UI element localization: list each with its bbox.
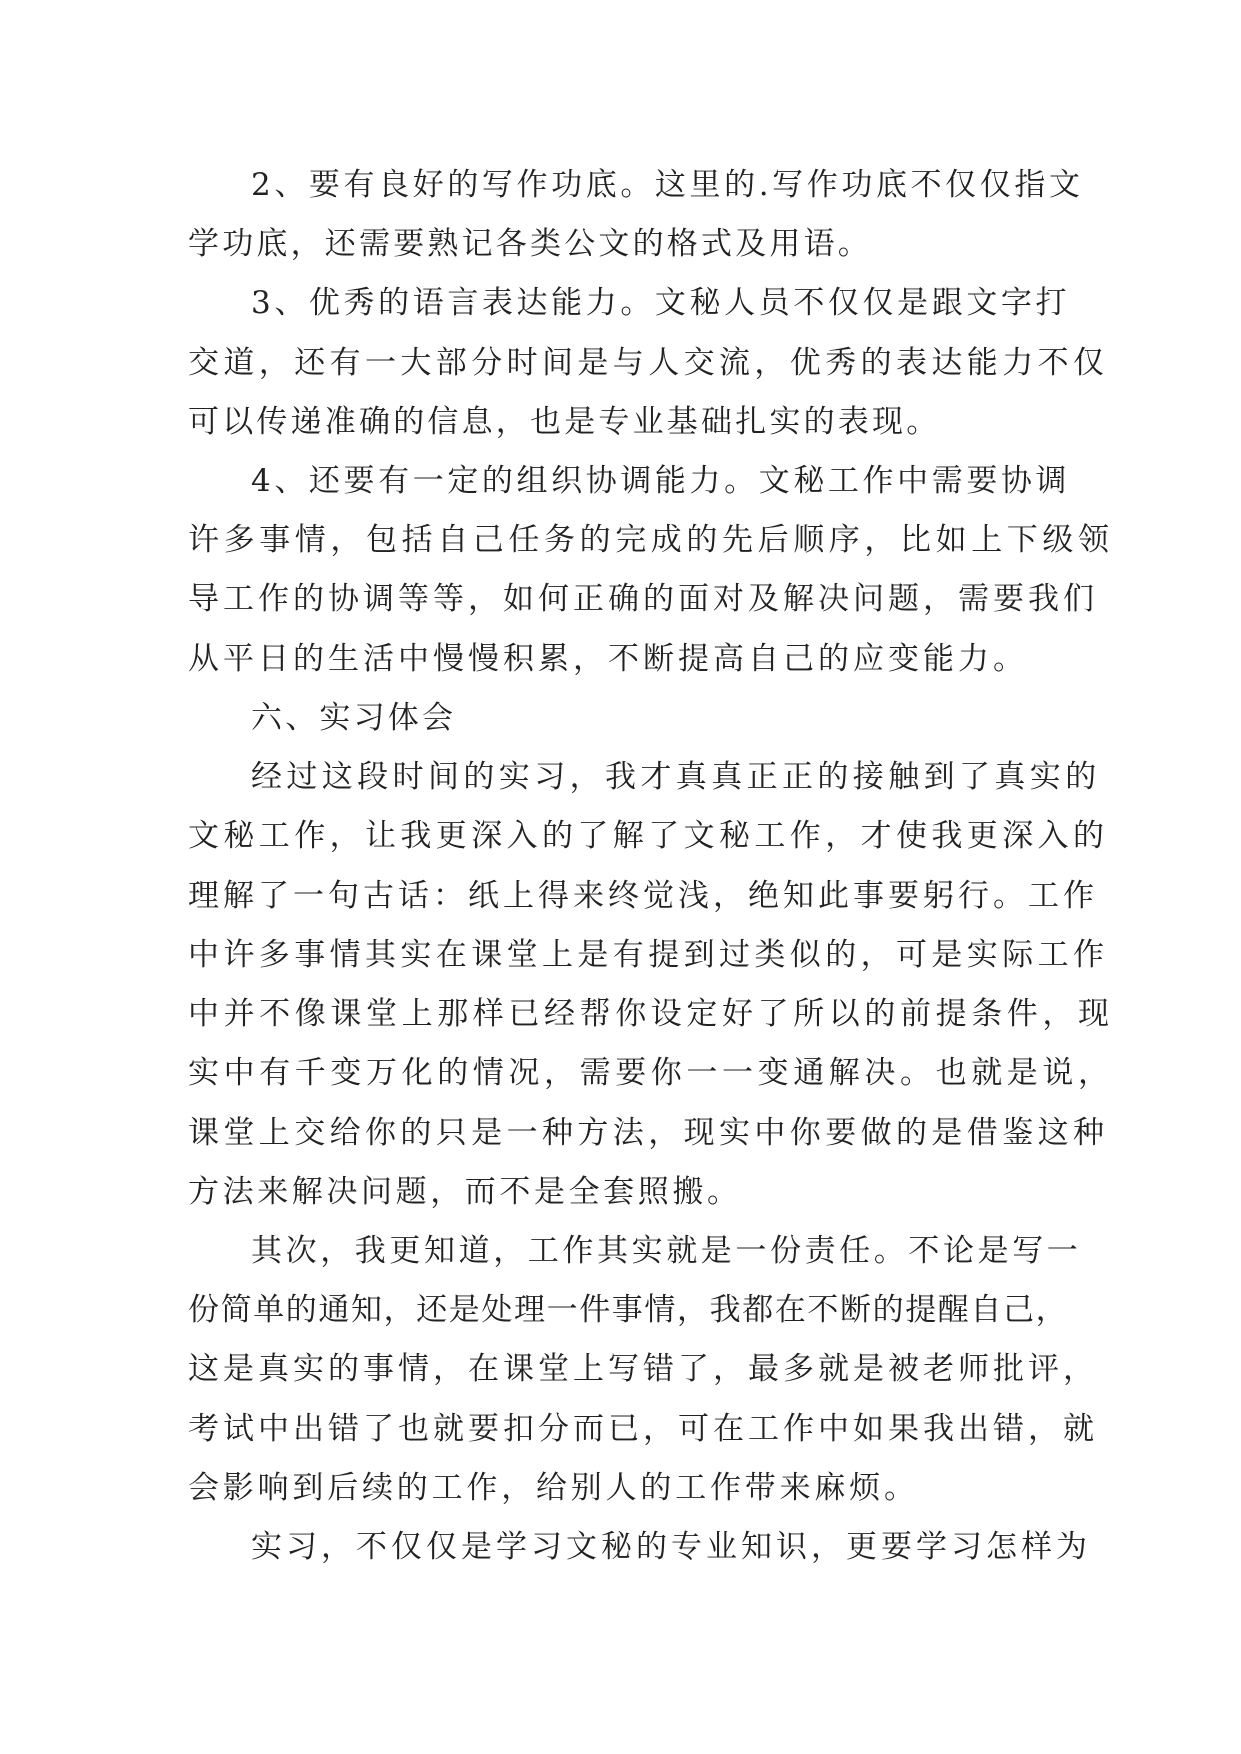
text-line: 这是真实的事情，在课堂上写错了，最多就是被老师批评， (188, 1351, 1098, 1387)
text-line: 学功底，还需要熟记各类公文的格式及用语。 (188, 226, 872, 262)
text-line: 实中有千变万化的情况，需要你一一变通解决。也就是说， (188, 1055, 1114, 1091)
text-line: 其次，我更知道，工作其实就是一份责任。不论是写一 (251, 1233, 1082, 1269)
text-line: 中许多事情其实在课堂上是有提到过类似的，可是实际工作 (188, 937, 1109, 973)
text-line: 会影响到后续的工作，给别人的工作带来麻烦。 (188, 1470, 919, 1506)
text-line: 导工作的协调等等，如何正确的面对及解决问题，需要我们 (188, 581, 1098, 617)
text-line: 许多事情，包括自己任务的完成的先后顺序，比如上下级领 (188, 522, 1114, 558)
text-line: 4、还要有一定的组织协调能力。文秘工作中需要协调 (251, 463, 1071, 499)
text-line: 交道，还有一大部分时间是与人交流，优秀的表达能力不仅 (188, 345, 1109, 381)
text-line: 课堂上交给你的只是一种方法，现实中你要做的是借鉴这种 (188, 1115, 1109, 1151)
text-line: 理解了一句古话：纸上得来终觉浅，绝知此事要躬行。工作 (188, 878, 1098, 914)
text-line: 经过这段时间的实习，我才真真正正的接触到了真实的 (251, 759, 1101, 795)
section-heading: 六、实习体会 (251, 700, 457, 736)
text-line: 可以传递准确的信息，也是专业基础扎实的表现。 (188, 404, 941, 440)
text-line: 文秘工作，让我更深入的了解了文秘工作，才使我更深入的 (188, 818, 1109, 854)
text-line: 份简单的通知，还是处理一件事情，我都在不断的提醒自己， (188, 1292, 1069, 1328)
text-line: 考试中出错了也就要扣分而已，可在工作中如果我出错，就 (188, 1411, 1098, 1447)
text-line: 方法来解决问题，而不是全套照搬。 (188, 1174, 742, 1210)
text-line: 实习，不仅仅是学习文秘的专业知识，更要学习怎样为 (251, 1529, 1091, 1565)
text-line: 从平日的生活中慢慢积累，不断提高自己的应变能力。 (188, 641, 1028, 677)
text-line: 2、要有良好的写作功底。这里的.写作功底不仅仅指文 (251, 167, 1084, 203)
text-line: 3、优秀的语言表达能力。文秘人员不仅仅是跟文字打 (251, 285, 1071, 321)
text-line: 中并不像课堂上那样已经帮你设定好了所以的前提条件，现 (188, 996, 1114, 1032)
